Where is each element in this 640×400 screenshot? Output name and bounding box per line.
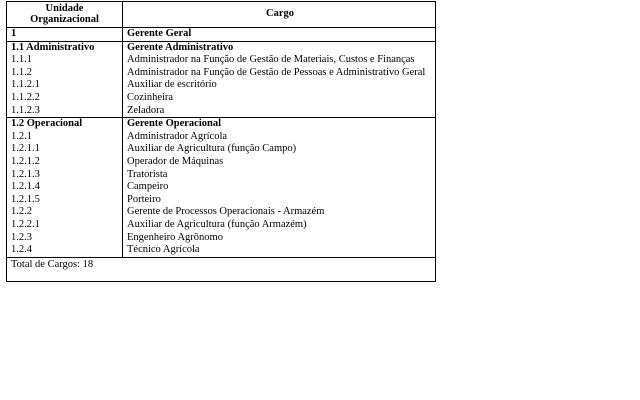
cargo-cell: Operador de Máquinas (127, 155, 224, 167)
unit-header-line2: Organizacional (30, 14, 99, 25)
cargo-cell: Gerente Administrativo (127, 41, 234, 53)
cargo-cell: Administrador Agrícola (127, 130, 228, 142)
unit-cell: 1 (11, 28, 17, 39)
unit-cell: 1.1.1 (11, 54, 32, 66)
cargo-cell: Zeladora (127, 104, 165, 116)
cargo-cell: Técnico Agrícola (127, 244, 200, 256)
unit-cell: 1.2.1.2 (11, 155, 40, 167)
unit-cell: 1.2.1.4 (11, 181, 40, 193)
cargo-cell: Auxiliar de Agricultura (função Campo) (127, 143, 297, 155)
total-cargos: Total de Cargos: 18 (11, 258, 94, 270)
cargo-column-header: Cargo (266, 8, 294, 19)
unit-cell: 1.1 Administrativo (11, 41, 95, 53)
unit-cell: 1.1.2.2 (11, 91, 40, 103)
unit-cell: 1.2.4 (11, 244, 32, 256)
unit-cell: 1.2.1.3 (11, 168, 40, 180)
section-gerente-geral (7, 28, 435, 42)
cargo-cell: Campeiro (127, 181, 169, 193)
unit-cell: 1.1.2.1 (11, 79, 40, 91)
org-table (6, 1, 436, 282)
unit-cell: 1.1.2.3 (11, 104, 40, 116)
unit-cell: 1.2.1 (11, 130, 32, 142)
cargo-cell: Auxiliar de escritório (127, 79, 217, 91)
cargo-cell: Porteiro (127, 193, 161, 205)
unit-cell: 1.2.3 (11, 231, 32, 243)
cargo-cell: Gerente de Processos Operacionais - Armazém (127, 206, 325, 218)
cargo-cell: Gerente Geral (127, 28, 192, 39)
cargo-cell: Tratorista (127, 168, 168, 180)
cargo-cell: Administrador na Função de Gestão de Materiais, Custos e Finanças (127, 54, 415, 66)
unit-header-line1: Unidade (45, 3, 84, 14)
cargo-cell: Cozinheira (127, 91, 174, 103)
cargo-cell: Auxiliar de Agricultura (função Armazém) (127, 218, 307, 230)
cargo-cell: Administrador na Função de Gestão de Pessoas e Administrativo Geral (127, 66, 426, 78)
unit-cell: 1.1.2 (11, 66, 32, 78)
table-header (7, 2, 435, 28)
section-operacional (7, 118, 435, 258)
unit-cell: 1.2.1.1 (11, 143, 40, 155)
unit-cell: 1.2.1.5 (11, 193, 40, 205)
cargo-cell: Gerente Operacional (127, 118, 221, 130)
unit-column-header (7, 2, 123, 27)
section-administrativo (7, 42, 435, 119)
unit-cell: 1.2.2 (11, 206, 32, 218)
unit-cell: 1.2.2.1 (11, 218, 40, 230)
unit-cell: 1.2 Operacional (11, 118, 83, 130)
cargo-cell: Engenheiro Agrônomo (127, 231, 223, 243)
